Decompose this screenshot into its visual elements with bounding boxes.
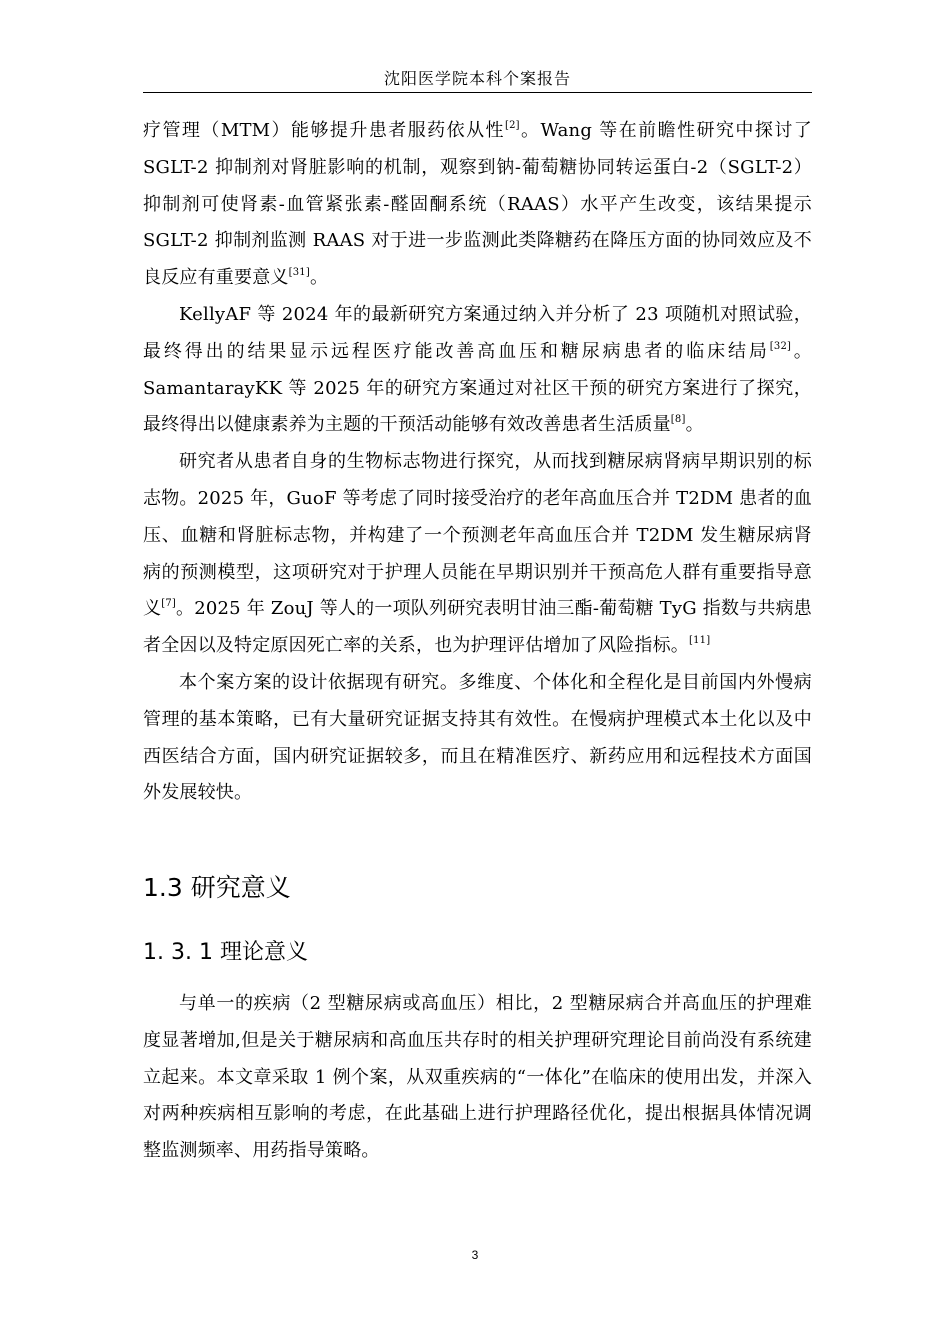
- citation: [11]: [689, 635, 711, 647]
- citation: [31]: [288, 267, 310, 279]
- citation: [2]: [505, 120, 520, 131]
- body-text: [143, 113, 812, 812]
- paragraph-2: [143, 297, 812, 444]
- paragraph-text: 疗管理（MTM）能够提升患者服药依从性: [143, 120, 506, 141]
- page-number: 3: [471, 1248, 479, 1262]
- paragraph-text: 。2025 年 ZouJ 等人的一项队列研究表明甘油三酯-葡萄糖 TyG 指数与共病患者全因以及特定原因死亡率的关系，也为护理评估增加了风险指标。: [143, 598, 812, 657]
- page-header: [143, 68, 812, 93]
- paragraph-text: 。: [685, 414, 704, 436]
- paragraph-text: 。Wang 等在前瞻性研究中探讨了 SGLT-2 抑制剂对肾脏影响的机制，观察到钠-葡萄糖协同转运蛋白-2（SGLT-2）抑制剂可使肾素-血管紧张素-醛固酮系统（RAAS）水平产生改变，该结果提示 SGLT-2 抑制剂监测 RAAS 对于进一步监测此类降糖药在降压方面的协同效应及不良反应有重要意义: [143, 120, 813, 289]
- header-title: 沈阳医学院本科个案报告: [383, 69, 571, 88]
- citation: [32]: [769, 340, 792, 352]
- paragraph-5: 与单一的疾病（2 型糖尿病或高血压）相比，2 型糖尿病合并高血压的护理难度显著增加,但是关于糖尿病和高血压共存时的相关护理研究理论目前尚没有系统建立起来。本文章采取 1 例个案，从双重疾病的“一体化”在临床的使用出发，并深入对两种疾病相互影响的考虑，在此基础上进行护理路径优化，提出根据具体情况调整监测频率、用药指导策略。: [143, 993, 812, 1162]
- paragraph-4: [143, 665, 812, 812]
- body-text-2: [143, 986, 812, 1170]
- section-heading: 1.3 研究意义: [143, 873, 291, 902]
- paragraph-text: 。SamantarayKK 等 2025 年的研究方案通过对社区干预的研究方案进行了探究，最终得出以健康素养为主题的干预活动能够有效改善患者生活质量: [143, 340, 813, 436]
- paragraph-1: [143, 113, 812, 297]
- paragraph-3: [143, 444, 812, 665]
- paragraph-text: 。: [309, 267, 329, 289]
- citation: [8]: [670, 414, 686, 426]
- paragraph-text: 研究者从患者自身的生物标志物进行探究，从而找到糖尿病肾病早期识别的标志物。2025 年，GuoF 等考虑了同时接受治疗的老年高血压合并 T2DM 患者的血压、血糖和肾脏标志物，并构建了一个预测老年高血压合并 T2DM 发生糖尿病肾病的预测模型，这项研究对于护理人员能在早期识别并干预高危人群有重要指导意义: [143, 451, 812, 620]
- subsection-heading: 1. 3. 1 理论意义: [143, 940, 308, 965]
- paragraph-text: KellyAF 等 2024 年的最新研究方案通过纳入并分析了 23 项随机对照试验，最终得出的结果显示远程医疗能改善高血压和糖尿病患者的临床结局: [143, 303, 812, 362]
- paragraph-text: 本个案方案的设计依据现有研究。多维度、个体化和全程化是目前国内外慢病管理的基本策略，已有大量研究证据支持其有效性。在慢病护理模式本土化以及中西医结合方面，国内研究证据较多，而且在精准医疗、新药应用和远程技术方面国外发展较快。: [143, 671, 812, 804]
- citation: [7]: [161, 598, 176, 610]
